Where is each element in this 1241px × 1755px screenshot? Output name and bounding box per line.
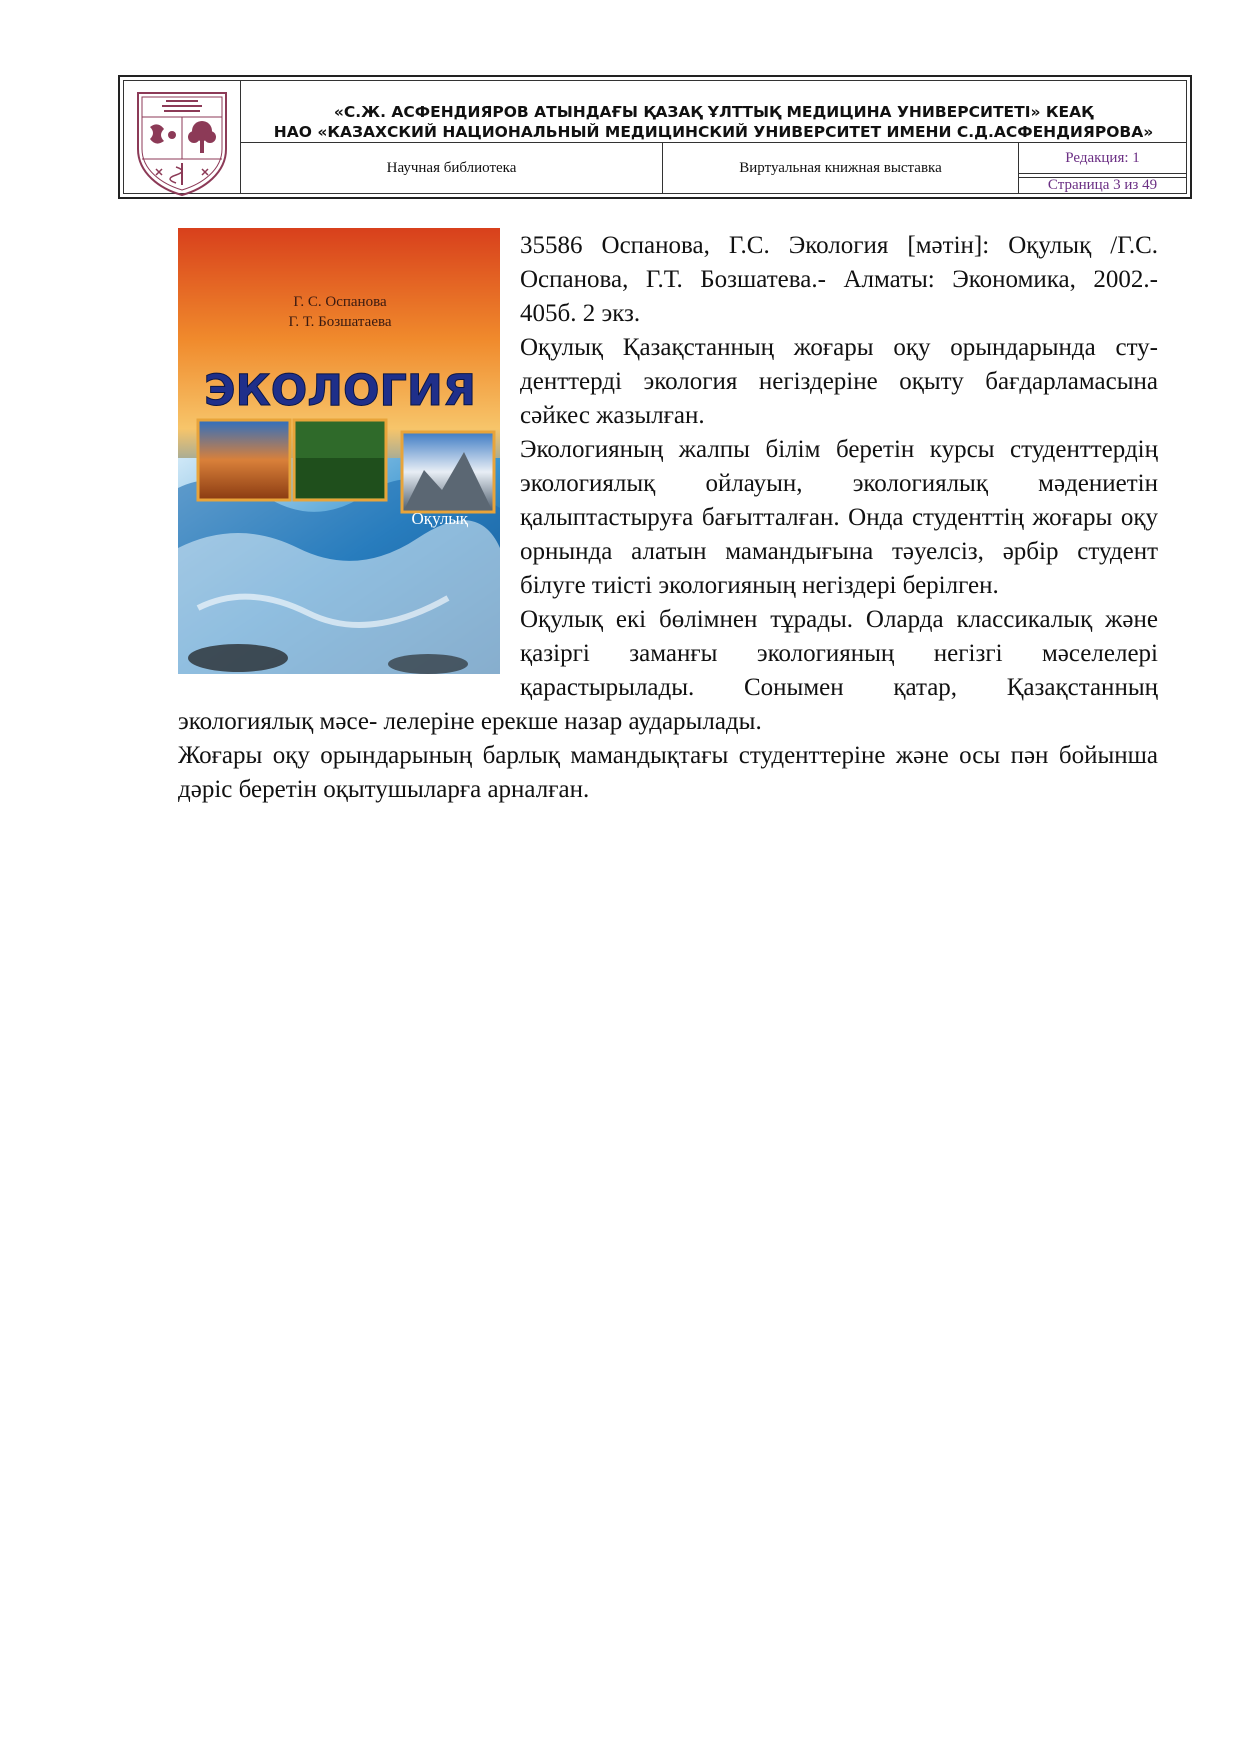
page-number: Страница 3 из 49 bbox=[1019, 177, 1186, 193]
document-header bbox=[118, 75, 1192, 199]
citation: 35586 Оспанова, Г.С. Экология [мәтін]: Оқулық /Г.С. Оспанова, Г.Т. Бозшатева.- Алматы: Экономика, 2002.- 405б. 2 экз. bbox=[520, 232, 1158, 327]
university-logo bbox=[132, 87, 232, 199]
description-paragraph-2: Экологияның жалпы білім беретін курсы студенттердің экологиялық ойлауын, экологиялық мәдениетін қалыптастыруға бағытталған. Онда студенттің жоғары оқу орнында алатын мамандығына тәуелсіз, әрбір студент білуге тиісті экологияның негіздері берілген. bbox=[520, 436, 1158, 599]
cover-subtitle: Оқулық bbox=[411, 509, 468, 528]
cover-title: ЭКОЛОГИЯ bbox=[203, 366, 477, 416]
title-ru: НАО «КАЗАХСКИЙ НАЦИОНАЛЬНЫЙ МЕДИЦИНСКИЙ УНИВЕРСИТЕТ ИМЕНИ С.Д.АСФЕНДИЯРОВА» bbox=[273, 123, 1154, 141]
header-title bbox=[241, 81, 1186, 143]
title-kz: «С.Ж. АСФЕНДИЯРОВ АТЫНДАҒЫ ҚАЗАҚ ҰЛТТЫҚ МЕДИЦИНА УНИВЕРСИТЕТІ» КЕАҚ bbox=[333, 103, 1094, 121]
book-entry bbox=[178, 229, 1158, 807]
exhibition-label: Виртуальная книжная выставка bbox=[663, 143, 1019, 193]
logo-cell bbox=[124, 81, 241, 193]
library-label: Научная библиотека bbox=[241, 143, 663, 193]
revision-label: Редакция: 1 bbox=[1019, 143, 1186, 174]
cover-author-1: Г. С. Оспанова bbox=[293, 294, 387, 310]
description-paragraph-1: Оқулық Қазақстанның жоғары оқу орындарында сту- денттерді экология негіздеріне оқыту бағдарламасына сәйкес жазылған. bbox=[520, 334, 1158, 429]
description-paragraph-3: Оқулық екі бөлімнен тұрады. Оларда классикалық және қазіргі заманғы экологияның негізгі мәселелері қарастырылады. Сонымен қатар, Қазақстанның экологиялық мәсе- лелеріне ерекше назар аударылады. bbox=[178, 606, 1158, 735]
description-paragraph-4: Жоғары оқу орындарының барлық мамандықтағы студенттеріне және осы пән бойынша дәріс беретін оқытушыларға арналған. bbox=[178, 742, 1158, 803]
cover-author-2: Г. Т. Бозшатаева bbox=[288, 314, 392, 330]
